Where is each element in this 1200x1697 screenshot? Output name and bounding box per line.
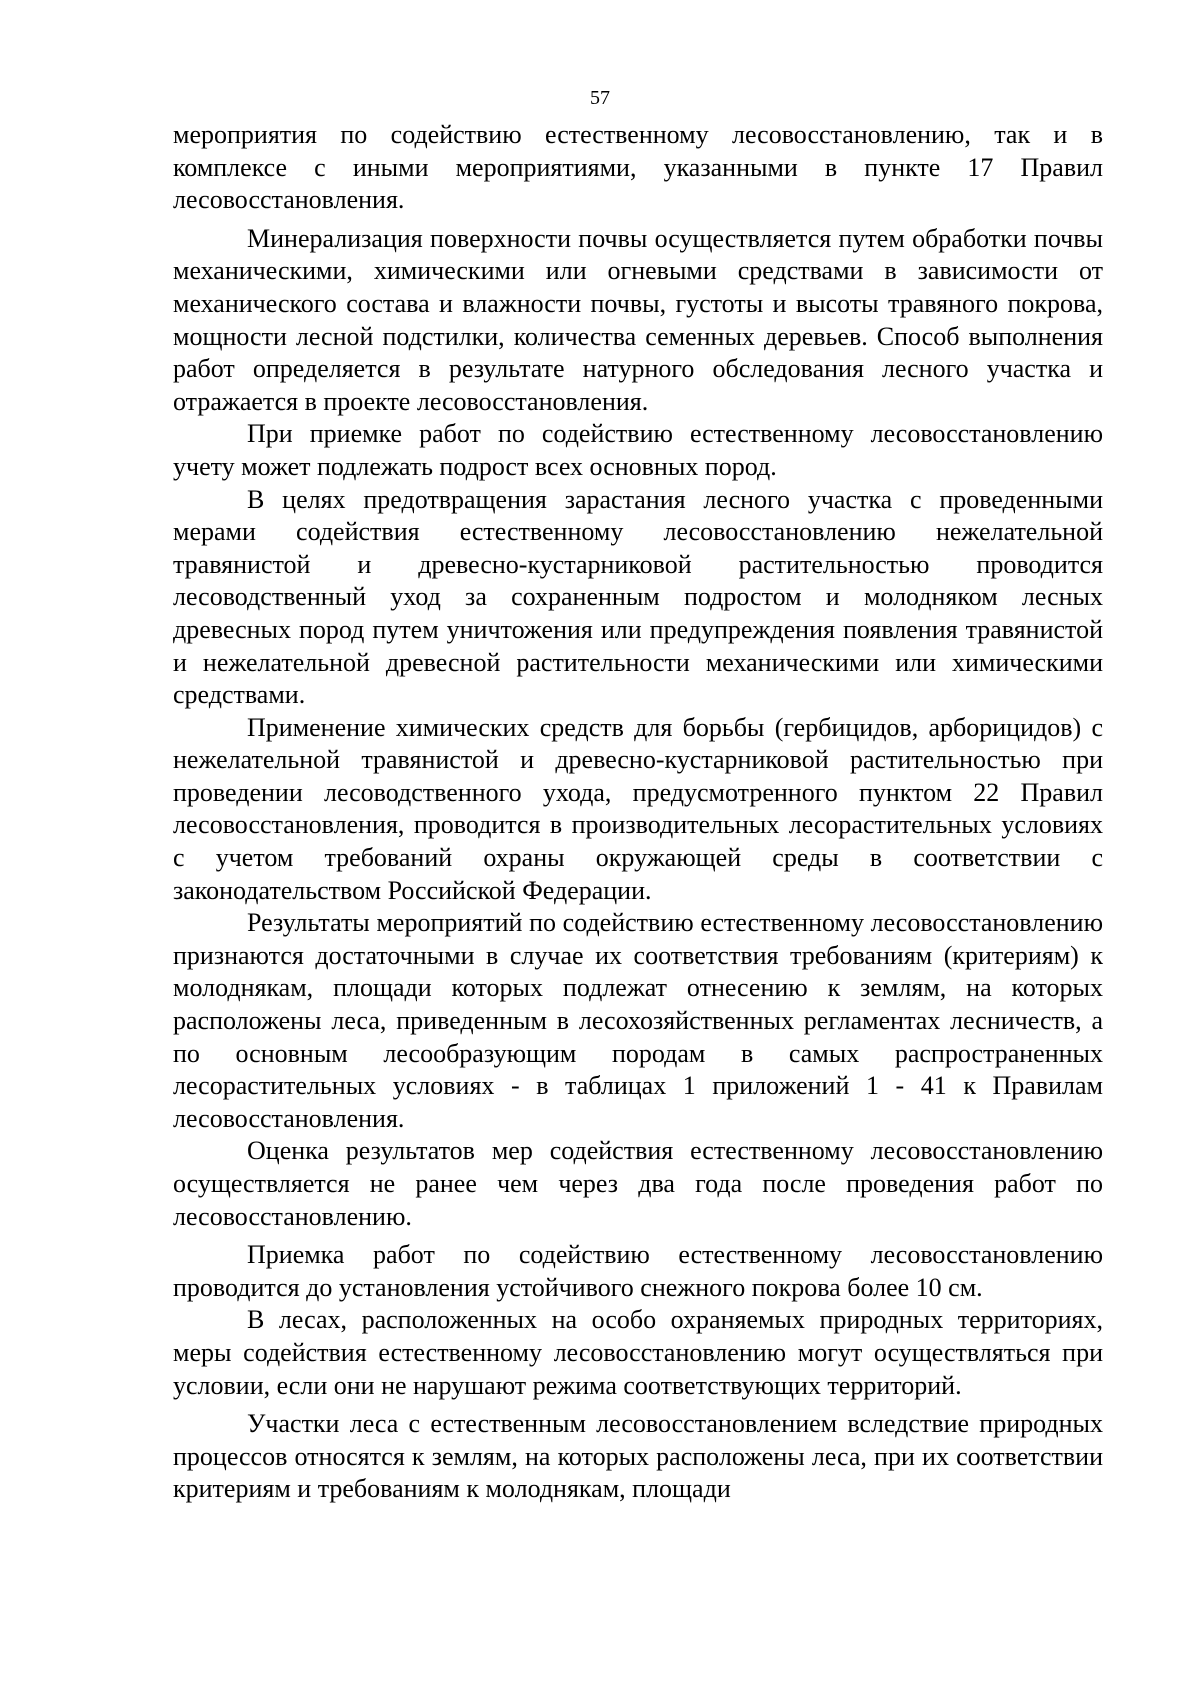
paragraph-overgrowth-prevention: В целях предотвращения зарастания лесного участка с проведенными мерами содействия естественному лесовосстановлению нежелательной травянистой и древесно-кустарниковой растительностью проводится лесоводственный уход за сохраненным подростом и молодняком лесных древесных пород путем уничтожения или предупреждения появления травянистой и нежелательной древесной растительности механическими или химическими средствами. [173, 484, 1103, 710]
paragraph-assessment: Оценка результатов мер содействия естественному лесовосстановлению осуществляется не ранее чем через два года после проведения работ по лесовосстановлению. [173, 1136, 1103, 1231]
page-number: 57 [590, 87, 610, 109]
paragraph-results: Результаты мероприятий по содействию естественному лесовосстановлению признаются достаточными в случае их соответствия требованиям (критериям) к молоднякам, площади которых подлежат отнесению к землям, на которых расположены леса, приведенным в лесохозяйственных регламентах лесничеств, а по основным лесообразующим породам в самых распространенных лесорастительных условиях - в таблицах 1 приложений 1 - 41 к Правилам лесовосстановления. [173, 908, 1103, 1133]
paragraph-chemical-means: Применение химических средств для борьбы (гербицидов, арборицидов) с нежелательной травянистой и древесно-кустарниковой растительностью при проведении лесоводственного ухода, предусмотренного пунктом 22 Правил лесовосстановления, проводится в производительных лесорастительных условиях с учетом требований охраны окружающей среды в соответствии с законодательством Российской Федерации. [173, 712, 1103, 905]
paragraph-protected-areas: В лесах, расположенных на особо охраняемых природных территориях, меры содействия естественному лесовосстановлению могут осуществляться при условии, если они не нарушают режима соответствующих территорий. [173, 1305, 1103, 1400]
paragraph-continuation: мероприятия по содействию естественному лесовосстановлению, так и в комплексе с иными мероприятиями, указанными в пункте 17 Правил лесовосстановления. [173, 120, 1103, 215]
paragraph-acceptance-undergrowth: При приемке работ по содействию естественному лесовосстановлению учету может подлежать подрост всех основных пород. [173, 419, 1103, 481]
paragraph-acceptance-snow: Приемка работ по содействию естественному лесовосстановлению проводится до установления устойчивого снежного покрова более 10 см. [173, 1240, 1103, 1302]
paragraph-mineralization: Минерализация поверхности почвы осуществляется путем обработки почвы механическими, химическими или огневыми средствами в зависимости от механического состава и влажности почвы, густоты и высоты травяного покрова, мощности лесной подстилки, количества семенных деревьев. Способ выполнения работ определяется в результате натурного обследования лесного участка и отражается в проекте лесовосстановления. [173, 223, 1103, 416]
document-body [173, 119, 1103, 1506]
paragraph-natural-processes: Участки леса с естественным лесовосстановлением вследствие природных процессов относятся к землям, на которых расположены леса, при их соответствии критериям и требованиям к молоднякам, площади [173, 1409, 1103, 1504]
